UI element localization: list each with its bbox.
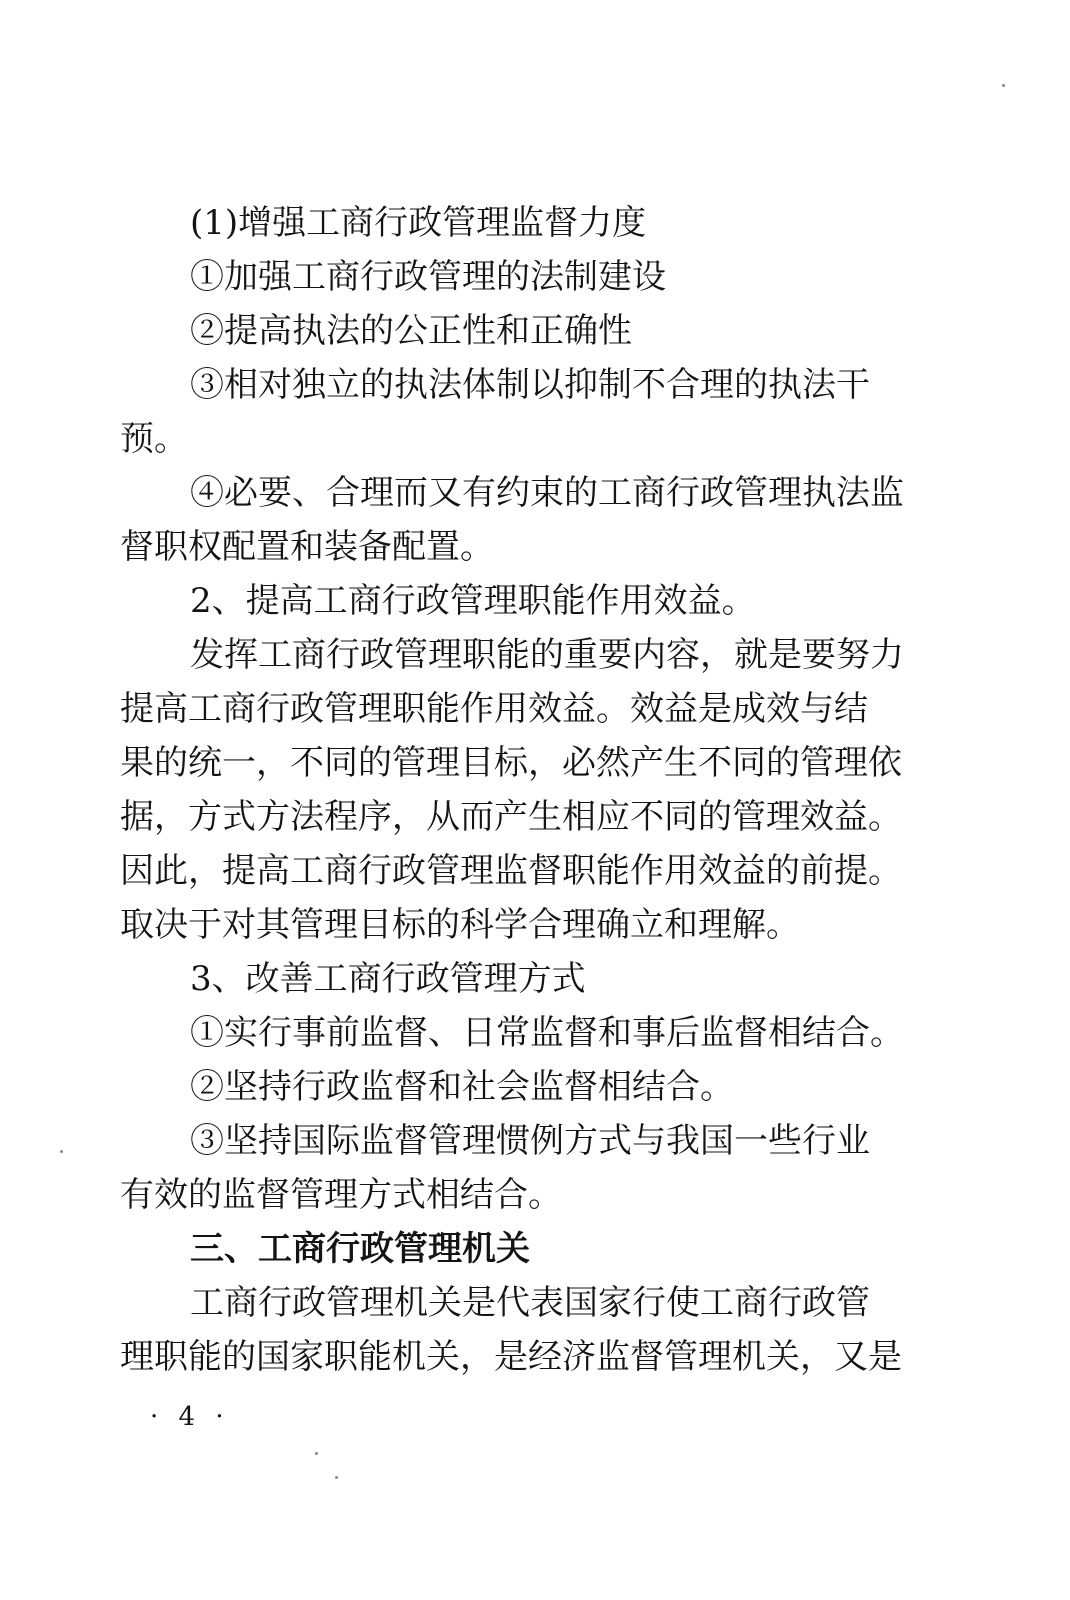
list-item: ③相对独立的执法体制以抑制不合理的执法干 (190, 365, 870, 405)
subsection-heading: (1)增强工商行政管理监督力度 (190, 203, 647, 243)
chapter-heading: 三、工商行政管理机关 (190, 1229, 530, 1269)
section-heading: 2、提高工商行政管理职能作用效益。 (190, 581, 756, 621)
scan-speck (335, 1476, 338, 1479)
scan-speck (60, 1150, 63, 1153)
paragraph-line: 提高工商行政管理职能作用效益。效益是成效与结 (120, 689, 868, 729)
paragraph-line: 取决于对其管理目标的科学合理确立和理解。 (120, 905, 800, 945)
list-item-continuation: 督职权配置和装备配置。 (120, 527, 494, 567)
list-item: ④必要、合理而又有约束的工商行政管理执法监 (190, 473, 904, 513)
paragraph-line: 理职能的国家职能机关，是经济监督管理机关，又是 (120, 1337, 902, 1377)
paragraph-line: 发挥工商行政管理职能的重要内容，就是要努力 (190, 635, 904, 675)
list-item: ②坚持行政监督和社会监督相结合。 (190, 1067, 734, 1107)
section-heading: 3、改善工商行政管理方式 (190, 959, 586, 999)
list-item-continuation: 预。 (120, 419, 188, 459)
paragraph-line: 据，方式方法程序，从而产生相应不同的管理效益。 (120, 797, 902, 837)
paragraph-line: 果的统一，不同的管理目标，必然产生不同的管理依 (120, 743, 902, 783)
list-item: ①实行事前监督、日常监督和事后监督相结合。 (190, 1013, 904, 1053)
list-item: ③坚持国际监督管理惯例方式与我国一些行业 (190, 1121, 870, 1161)
body-text (120, 196, 950, 1384)
list-item-continuation: 有效的监督管理方式相结合。 (120, 1175, 562, 1215)
page-number: · 4 · (150, 1402, 230, 1432)
paragraph-line: 因此，提高工商行政管理监督职能作用效益的前提。 (120, 851, 902, 891)
paragraph-line: 工商行政管理机关是代表国家行使工商行政管 (190, 1283, 870, 1323)
scan-speck (1002, 84, 1005, 87)
scan-speck (315, 1452, 318, 1455)
list-item: ①加强工商行政管理的法制建设 (190, 257, 666, 297)
list-item: ②提高执法的公正性和正确性 (190, 311, 632, 351)
